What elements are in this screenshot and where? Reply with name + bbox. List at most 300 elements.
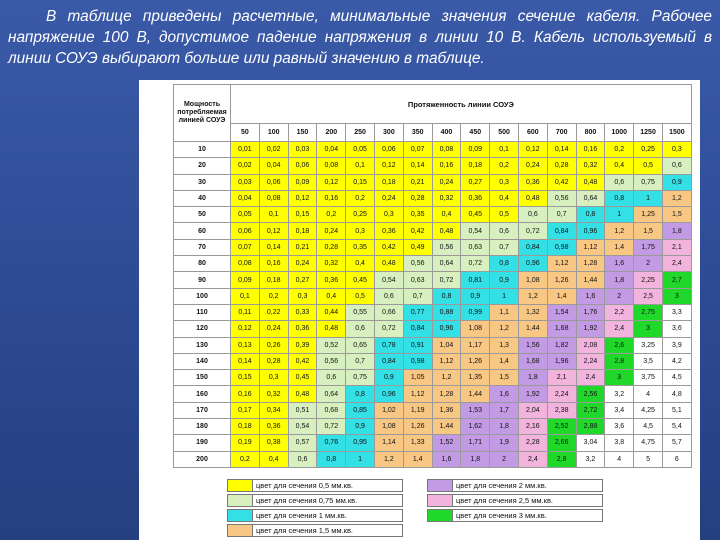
value-cell: 0,6 — [317, 370, 346, 386]
value-cell: 0,3 — [346, 223, 375, 239]
value-cell: 1,5 — [634, 223, 663, 239]
value-cell: 0,05 — [231, 207, 260, 223]
length-header-cell: 1250 — [634, 124, 663, 142]
value-cell: 0,95 — [346, 435, 375, 451]
value-cell: 0,48 — [288, 386, 317, 402]
value-cell: 0,49 — [403, 239, 432, 255]
table-row — [174, 353, 692, 369]
value-cell: 5,7 — [662, 435, 691, 451]
value-cell: 0,8 — [576, 207, 605, 223]
value-cell: 0,42 — [288, 353, 317, 369]
value-cell: 0,16 — [231, 386, 260, 402]
value-cell: 1,75 — [634, 239, 663, 255]
value-cell: 1,02 — [374, 402, 403, 418]
value-cell: 2,24 — [547, 386, 576, 402]
value-cell: 2,4 — [605, 321, 634, 337]
value-cell: 1,32 — [518, 304, 547, 320]
value-cell: 0,63 — [403, 272, 432, 288]
value-cell: 0,14 — [403, 158, 432, 174]
value-cell: 1,7 — [490, 402, 519, 418]
value-cell: 1,12 — [547, 256, 576, 272]
legend-label: цвет для сечения 0,75 мм.кв. — [253, 494, 403, 507]
value-cell: 0,24 — [432, 174, 461, 190]
table-row — [174, 190, 692, 206]
value-cell: 2,1 — [662, 239, 691, 255]
value-cell: 2,8 — [547, 451, 576, 467]
value-cell: 3 — [634, 321, 663, 337]
value-cell: 0,55 — [346, 304, 375, 320]
value-cell: 0,8 — [605, 190, 634, 206]
value-cell: 2,24 — [576, 353, 605, 369]
value-cell: 0,4 — [346, 256, 375, 272]
value-cell: 0,64 — [432, 256, 461, 272]
value-cell: 0,16 — [576, 142, 605, 158]
length-header: Протяженность линии СОУЭ — [231, 85, 692, 124]
value-cell: 0,36 — [518, 174, 547, 190]
value-cell: 4,75 — [634, 435, 663, 451]
value-cell: 1,26 — [461, 353, 490, 369]
value-cell: 2,08 — [576, 337, 605, 353]
value-cell: 1,8 — [490, 419, 519, 435]
value-cell: 0,36 — [288, 321, 317, 337]
length-header-cell: 700 — [547, 124, 576, 142]
power-cell: 60 — [174, 223, 231, 239]
value-cell: 0,36 — [461, 190, 490, 206]
value-cell: 2,7 — [662, 272, 691, 288]
value-cell: 0,2 — [490, 158, 519, 174]
value-cell: 0,84 — [547, 223, 576, 239]
value-cell: 0,18 — [374, 174, 403, 190]
value-cell: 0,36 — [317, 272, 346, 288]
value-cell: 1,2 — [605, 223, 634, 239]
value-cell: 0,2 — [231, 451, 260, 467]
value-cell: 2,38 — [547, 402, 576, 418]
power-cell: 100 — [174, 288, 231, 304]
value-cell: 3,75 — [634, 370, 663, 386]
value-cell: 1,33 — [403, 435, 432, 451]
table-row — [174, 370, 692, 386]
value-cell: 0,4 — [259, 451, 288, 467]
value-cell: 0,9 — [490, 272, 519, 288]
value-cell: 1,28 — [576, 256, 605, 272]
value-cell: 1,12 — [432, 353, 461, 369]
power-cell: 130 — [174, 337, 231, 353]
value-cell: 1,1 — [490, 304, 519, 320]
value-cell: 2,4 — [576, 370, 605, 386]
value-cell: 2,4 — [662, 256, 691, 272]
value-cell: 1,2 — [374, 451, 403, 467]
value-cell: 1,04 — [432, 337, 461, 353]
value-cell: 0,7 — [490, 239, 519, 255]
value-cell: 2,04 — [518, 402, 547, 418]
value-cell: 0,7 — [346, 353, 375, 369]
value-cell: 0,66 — [374, 304, 403, 320]
power-cell: 200 — [174, 451, 231, 467]
intro-paragraph: В таблице приведены расчетные, минимальные значения сечение кабеля. Рабочее напряжение 100 В, допустимое падение напряжения в линии 10 В. Кабель используемый в линии СОУЭ выбирают больше или равный значению в таблице. — [8, 8, 712, 67]
value-cell: 0,2 — [317, 207, 346, 223]
value-cell: 0,16 — [317, 190, 346, 206]
value-cell: 4,2 — [662, 353, 691, 369]
table-row — [174, 386, 692, 402]
value-cell: 0,16 — [259, 256, 288, 272]
legend-item — [227, 478, 403, 492]
value-cell: 0,15 — [231, 370, 260, 386]
value-cell: 0,5 — [490, 207, 519, 223]
value-cell: 0,17 — [231, 402, 260, 418]
value-cell: 1,8 — [518, 370, 547, 386]
value-cell: 3,8 — [605, 435, 634, 451]
legend-swatch — [227, 479, 253, 492]
value-cell: 1 — [634, 190, 663, 206]
value-cell: 0,04 — [231, 190, 260, 206]
value-cell: 2,2 — [605, 304, 634, 320]
value-cell: 0,05 — [346, 142, 375, 158]
value-cell: 0,85 — [346, 402, 375, 418]
value-cell: 0,32 — [432, 190, 461, 206]
value-cell: 3,4 — [605, 402, 634, 418]
value-cell: 0,75 — [346, 370, 375, 386]
value-cell: 0,36 — [259, 419, 288, 435]
value-cell: 0,09 — [461, 142, 490, 158]
value-cell: 1,26 — [547, 272, 576, 288]
value-cell: 1,28 — [432, 386, 461, 402]
value-cell: 0,9 — [662, 174, 691, 190]
value-cell: 1,5 — [662, 207, 691, 223]
value-cell: 0,77 — [403, 304, 432, 320]
value-cell: 0,03 — [288, 142, 317, 158]
value-cell: 0,5 — [346, 288, 375, 304]
value-cell: 2 — [634, 256, 663, 272]
value-cell: 2,56 — [576, 386, 605, 402]
value-cell: 0,12 — [518, 142, 547, 158]
value-cell: 0,13 — [231, 337, 260, 353]
value-cell: 0,72 — [518, 223, 547, 239]
power-cell: 30 — [174, 174, 231, 190]
value-cell: 0,6 — [490, 223, 519, 239]
value-cell: 0,96 — [576, 223, 605, 239]
value-cell: 0,42 — [374, 239, 403, 255]
value-cell: 0,24 — [288, 256, 317, 272]
value-cell: 1,2 — [432, 370, 461, 386]
value-cell: 2,8 — [605, 353, 634, 369]
value-cell: 1,2 — [662, 190, 691, 206]
length-header-cell: 400 — [432, 124, 461, 142]
value-cell: 1 — [490, 288, 519, 304]
power-cell: 190 — [174, 435, 231, 451]
power-cell: 160 — [174, 386, 231, 402]
value-cell: 0,45 — [461, 207, 490, 223]
value-cell: 2,1 — [547, 370, 576, 386]
value-cell: 0,12 — [374, 158, 403, 174]
value-cell: 0,51 — [288, 402, 317, 418]
power-cell: 180 — [174, 419, 231, 435]
value-cell: 0,84 — [374, 353, 403, 369]
value-cell: 0,3 — [259, 370, 288, 386]
legend-swatch — [227, 509, 253, 522]
value-cell: 1,52 — [432, 435, 461, 451]
length-header-cell: 600 — [518, 124, 547, 142]
power-cell: 150 — [174, 370, 231, 386]
table-row — [174, 272, 692, 288]
value-cell: 0,02 — [231, 158, 260, 174]
value-cell: 0,76 — [317, 435, 346, 451]
value-cell: 0,16 — [432, 158, 461, 174]
table-row — [174, 174, 692, 190]
value-cell: 0,9 — [461, 288, 490, 304]
value-cell: 0,18 — [259, 272, 288, 288]
value-cell: 1,12 — [403, 386, 432, 402]
power-cell: 170 — [174, 402, 231, 418]
table-row — [174, 207, 692, 223]
value-cell: 0,1 — [490, 142, 519, 158]
value-cell: 0,5 — [634, 158, 663, 174]
table-row — [174, 304, 692, 320]
value-cell: 0,01 — [231, 142, 260, 158]
power-cell: 20 — [174, 158, 231, 174]
value-cell: 3 — [605, 370, 634, 386]
value-cell: 0,52 — [317, 337, 346, 353]
value-cell: 0,96 — [518, 256, 547, 272]
value-cell: 0,84 — [518, 239, 547, 255]
value-cell: 0,56 — [403, 256, 432, 272]
value-cell: 0,72 — [317, 419, 346, 435]
value-cell: 1,08 — [461, 321, 490, 337]
value-cell: 0,08 — [231, 256, 260, 272]
value-cell: 0,3 — [288, 288, 317, 304]
power-cell: 90 — [174, 272, 231, 288]
value-cell: 0,4 — [490, 190, 519, 206]
value-cell: 0,6 — [662, 158, 691, 174]
value-cell: 0,2 — [346, 190, 375, 206]
length-header-cell: 100 — [259, 124, 288, 142]
value-cell: 0,6 — [374, 288, 403, 304]
value-cell: 1,08 — [518, 272, 547, 288]
value-cell: 1,96 — [547, 353, 576, 369]
value-cell: 0,7 — [547, 207, 576, 223]
value-cell: 0,6 — [346, 321, 375, 337]
value-cell: 0,4 — [432, 207, 461, 223]
legend-label: цвет для сечения 2,5 мм.кв. — [453, 494, 603, 507]
value-cell: 4,5 — [634, 419, 663, 435]
value-cell: 3,2 — [605, 386, 634, 402]
value-cell: 0,08 — [432, 142, 461, 158]
value-cell: 1,8 — [662, 223, 691, 239]
value-cell: 0,48 — [518, 190, 547, 206]
value-cell: 2,25 — [634, 272, 663, 288]
value-cell: 1,6 — [490, 386, 519, 402]
value-cell: 3,6 — [605, 419, 634, 435]
value-cell: 0,3 — [662, 142, 691, 158]
length-header-cell: 1000 — [605, 124, 634, 142]
value-cell: 0,39 — [288, 337, 317, 353]
value-cell: 1,14 — [374, 435, 403, 451]
value-cell: 0,6 — [605, 174, 634, 190]
value-cell: 0,54 — [374, 272, 403, 288]
value-cell: 1,44 — [461, 386, 490, 402]
value-cell: 2,72 — [576, 402, 605, 418]
value-cell: 0,14 — [547, 142, 576, 158]
value-cell: 0,06 — [374, 142, 403, 158]
value-cell: 1,3 — [490, 337, 519, 353]
value-cell: 0,12 — [317, 174, 346, 190]
value-cell: 1,05 — [403, 370, 432, 386]
value-cell: 0,9 — [346, 419, 375, 435]
table-row — [174, 223, 692, 239]
value-cell: 0,02 — [259, 142, 288, 158]
length-header-cell: 50 — [231, 124, 260, 142]
value-cell: 0,28 — [317, 239, 346, 255]
value-cell: 2 — [490, 451, 519, 467]
value-cell: 0,68 — [317, 402, 346, 418]
value-cell: 0,98 — [403, 353, 432, 369]
value-cell: 1,44 — [518, 321, 547, 337]
value-cell: 0,04 — [259, 158, 288, 174]
value-cell: 4 — [634, 386, 663, 402]
value-cell: 1,6 — [432, 451, 461, 467]
table-row — [174, 256, 692, 272]
value-cell: 1,35 — [461, 370, 490, 386]
value-cell: 4,8 — [662, 386, 691, 402]
table-row — [174, 288, 692, 304]
value-cell: 0,07 — [231, 239, 260, 255]
value-cell: 0,03 — [231, 174, 260, 190]
value-cell: 1,92 — [576, 321, 605, 337]
length-header-cell: 450 — [461, 124, 490, 142]
value-cell: 0,48 — [432, 223, 461, 239]
legend-swatch — [427, 479, 453, 492]
value-cell: 0,48 — [576, 174, 605, 190]
value-cell: 0,72 — [432, 272, 461, 288]
length-header-row — [174, 124, 692, 142]
value-cell: 0,18 — [231, 419, 260, 435]
length-header-cell: 200 — [317, 124, 346, 142]
value-cell: 0,8 — [432, 288, 461, 304]
value-cell: 0,45 — [346, 272, 375, 288]
value-cell: 0,24 — [259, 321, 288, 337]
legend-item — [427, 493, 603, 507]
value-cell: 0,28 — [259, 353, 288, 369]
value-cell: 0,57 — [288, 435, 317, 451]
power-cell: 40 — [174, 190, 231, 206]
value-cell: 1,92 — [518, 386, 547, 402]
value-cell: 3,6 — [662, 321, 691, 337]
value-cell: 0,75 — [634, 174, 663, 190]
value-cell: 0,65 — [346, 337, 375, 353]
value-cell: 0,1 — [346, 158, 375, 174]
value-cell: 0,15 — [288, 207, 317, 223]
value-cell: 0,3 — [374, 207, 403, 223]
value-cell: 0,7 — [403, 288, 432, 304]
value-cell: 0,35 — [403, 207, 432, 223]
value-cell: 3,04 — [576, 435, 605, 451]
legend-label: цвет для сечения 1 мм.кв. — [253, 509, 403, 522]
value-cell: 1,5 — [490, 370, 519, 386]
value-cell: 0,21 — [288, 239, 317, 255]
value-cell: 0,11 — [231, 304, 260, 320]
value-cell: 3,9 — [662, 337, 691, 353]
value-cell: 0,36 — [374, 223, 403, 239]
value-cell: 0,15 — [346, 174, 375, 190]
power-cell: 80 — [174, 256, 231, 272]
value-cell: 0,72 — [374, 321, 403, 337]
table-row — [174, 321, 692, 337]
value-cell: 0,48 — [374, 256, 403, 272]
value-cell: 0,32 — [317, 256, 346, 272]
length-header-cell: 350 — [403, 124, 432, 142]
value-cell: 1,9 — [490, 435, 519, 451]
value-cell: 0,4 — [605, 158, 634, 174]
length-header-cell: 500 — [490, 124, 519, 142]
value-cell: 0,56 — [547, 190, 576, 206]
value-cell: 0,09 — [231, 272, 260, 288]
value-cell: 1,56 — [518, 337, 547, 353]
power-cell: 70 — [174, 239, 231, 255]
length-header-cell: 150 — [288, 124, 317, 142]
value-cell: 0,54 — [288, 419, 317, 435]
value-cell: 1,68 — [547, 321, 576, 337]
value-cell: 0,1 — [259, 207, 288, 223]
value-cell: 0,12 — [231, 321, 260, 337]
legend-label: цвет для сечения 1,5 мм.кв. — [253, 524, 403, 537]
value-cell: 0,56 — [317, 353, 346, 369]
value-cell: 0,22 — [259, 304, 288, 320]
value-cell: 1,76 — [576, 304, 605, 320]
length-header-cell: 250 — [346, 124, 375, 142]
value-cell: 0,27 — [461, 174, 490, 190]
value-cell: 0,27 — [288, 272, 317, 288]
value-cell: 0,1 — [231, 288, 260, 304]
table-row — [174, 158, 692, 174]
power-cell: 50 — [174, 207, 231, 223]
value-cell: 1,6 — [605, 256, 634, 272]
value-cell: 2 — [605, 288, 634, 304]
value-cell: 1,2 — [518, 288, 547, 304]
value-cell: 0,78 — [374, 337, 403, 353]
value-cell: 0,06 — [259, 174, 288, 190]
power-cell: 10 — [174, 142, 231, 158]
value-cell: 0,33 — [288, 304, 317, 320]
value-cell: 1,8 — [605, 272, 634, 288]
value-cell: 0,19 — [231, 435, 260, 451]
value-cell: 0,64 — [576, 190, 605, 206]
value-cell: 0,24 — [317, 223, 346, 239]
table-row — [174, 239, 692, 255]
value-cell: 1,44 — [432, 419, 461, 435]
value-cell: 0,56 — [432, 239, 461, 255]
value-cell: 1,54 — [547, 304, 576, 320]
value-cell: 0,12 — [288, 190, 317, 206]
value-cell: 0,88 — [432, 304, 461, 320]
table-row — [174, 419, 692, 435]
value-cell: 0,42 — [403, 223, 432, 239]
value-cell: 2,88 — [576, 419, 605, 435]
corner-label: Мощность потребляемая линией СОУЭ — [174, 85, 231, 142]
value-cell: 2,75 — [634, 304, 663, 320]
value-cell: 0,09 — [288, 174, 317, 190]
value-cell: 0,98 — [547, 239, 576, 255]
value-cell: 0,07 — [403, 142, 432, 158]
value-cell: 3,25 — [634, 337, 663, 353]
table-row — [174, 337, 692, 353]
value-cell: 0,18 — [461, 158, 490, 174]
cable-section-table — [173, 84, 692, 468]
value-cell: 1,08 — [374, 419, 403, 435]
value-cell: 0,91 — [403, 337, 432, 353]
value-cell: 1,8 — [461, 451, 490, 467]
value-cell: 1 — [346, 451, 375, 467]
value-cell: 0,96 — [432, 321, 461, 337]
value-cell: 1,19 — [403, 402, 432, 418]
